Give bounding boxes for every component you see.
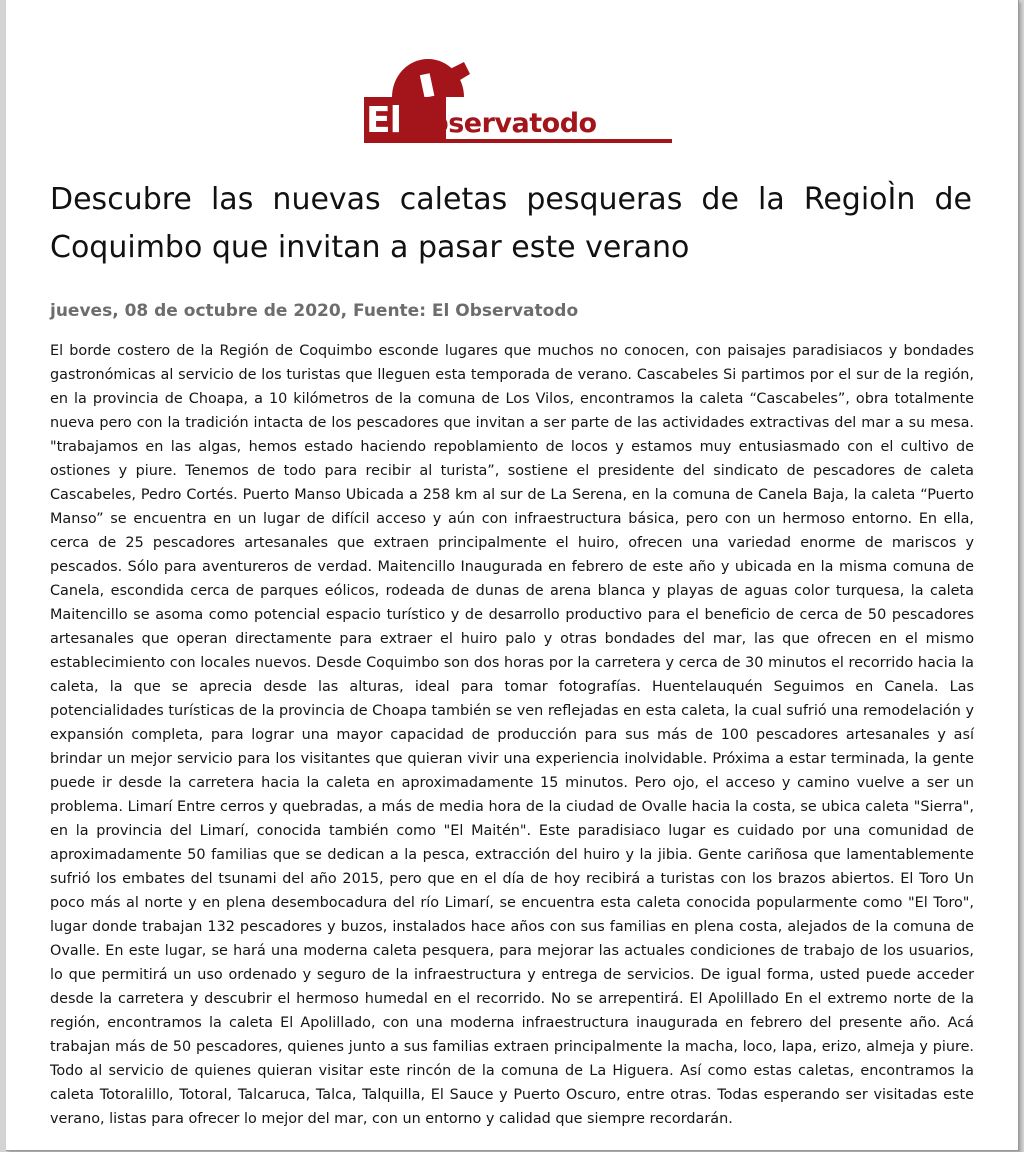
article-title: Descubre las nuevas caletas pesqueras de la RegioÌn de Coquimbo que invitan a pasar este verano	[50, 182, 972, 265]
article-page	[6, 0, 1019, 1151]
observatodo-logo[interactable]	[356, 50, 676, 150]
logo-wordmark	[366, 100, 597, 141]
logo-el-text: El	[366, 100, 401, 141]
article-date-source: jueves, 08 de octubre de 2020, Fuente: El Observatodo	[50, 301, 579, 321]
article-body: El borde costero de la Región de Coquimbo esconde lugares que muchos no conocen, con paisajes paradisiacos y bondades gastronómicas al servicio de los turistas que lleguen esta temporada de verano. Cascabeles Si partimos por el sur de la región, en la provincia de Choapa, a 10 kilómetros de la comuna de Los Vilos, encontramos la caleta “Cascabeles”, obra totalmente nueva pero con la tradición intacta de los pescadores que invitan a ser parte de las actividades extractivas del mar a su mesa. "trabajamos en las algas, hemos estado haciendo repoblamiento de locos y estamos muy entusiasmado con el cultivo de ostiones y piure. Tenemos de todo para recibir al turista”, sostiene el presidente del sindicato de pescadores de caleta Cascabeles, Pedro Cortés. Puerto Manso Ubicada a 258 km al sur de La Serena, en la comuna de Canela Baja, la caleta “Puerto Manso” se encuentra en un lugar de difícil acceso y aún con infraestructura básica, pero con un hermoso entorno. En ella, cerca de 25 pescadores artesanales que extraen principalmente el huiro, ofrecen una variedad enorme de mariscos y pescados. Sólo para aventureros de verdad. Maitencillo Inaugurada en febrero de este año y ubicada en la misma comuna de Canela, escondida cerca de parques eólicos, rodeada de dunas de arena blanca y playas de aguas color turquesa, la caleta Maitencillo se asoma como potencial espacio turístico y de desarrollo productivo para el beneficio de cerca de 50 pescadores artesanales que operan directamente para extraer el huiro palo y otras bondades del mar, las que ofrecen en el mismo establecimiento con locales nuevos. Desde Coquimbo son dos horas por la carretera y cerca de 30 minutos el recorrido hacia la caleta, la que se aprecia desde las alturas, ideal para tomar fotografías. Huentelauquén Seguimos en Canela. Las potencialidades turísticas de la provincia de Choapa también se ven reflejadas en esta caleta, la cual sufrió una remodelación y expansión completa, para lograr una mayor capacidad de producción para sus más de 100 pescadores artesanales y así brindar un mejor servicio para los visitantes que quieran vivir una experiencia inolvidable. Próxima a estar terminada, la gente puede ir desde la carretera hacia la caleta en aproximadamente 15 minutos. Pero ojo, el acceso y camino vuelve a ser un problema. Limarí Entre cerros y quebradas, a más de media hora de la ciudad de Ovalle hacia la costa, se ubica caleta "Sierra", en la provincia del Limarí, conocida también como "El Maitén". Este paradisiaco lugar es cuidado por una comunidad de aproximadamente 50 familias que se dedican a la pesca, extracción del huiro y la jibia. Gente cariñosa que lamentablemente sufrió los embates del tsunami del año 2015, pero que en el día de hoy recibirá a turistas con los brazos abiertos. El Toro Un poco más al norte y en plena desembocadura del río Limarí, se encuentra esta caleta conocida popularmente como "El Toro", lugar donde trabajan 132 pescadores y buzos, instalados hace años con sus familias en plena costa, alejados de la comuna de Ovalle. En este lugar, se hará una moderna caleta pesquera, para mejorar las actuales condiciones de trabajo de los usuarios, lo que permitirá un uso ordenado y seguro de la infraestructura y entrega de servicios. De igual forma, usted puede acceder desde la carretera y descubrir el hermoso humedal en el recorrido. No se arrepentirá. El Apolillado En el extremo norte de la región, encontramos la caleta El Apolillado, con una moderna infraestructura inaugurada en febrero del presente año. Acá trabajan más de 50 pescadores, quienes junto a sus familias extraen principalmente la macha, loco, lapa, erizo, almeja y piure. Todo al servicio de quienes quieran visitar este rincón de la comuna de La Higuera. Así como estas caletas, encontramos la caleta Totoralillo, Totoral, Talcaruca, Talca, Talquilla, El Sauce y Puerto Oscuro, entre otras. Todas esperando ser visitadas este verano, listas para ofrecer lo mejor del mar, con un entorno y calidad que siempre recordarán.	[50, 343, 974, 1127]
logo-name-text: Observatodo	[406, 108, 597, 139]
